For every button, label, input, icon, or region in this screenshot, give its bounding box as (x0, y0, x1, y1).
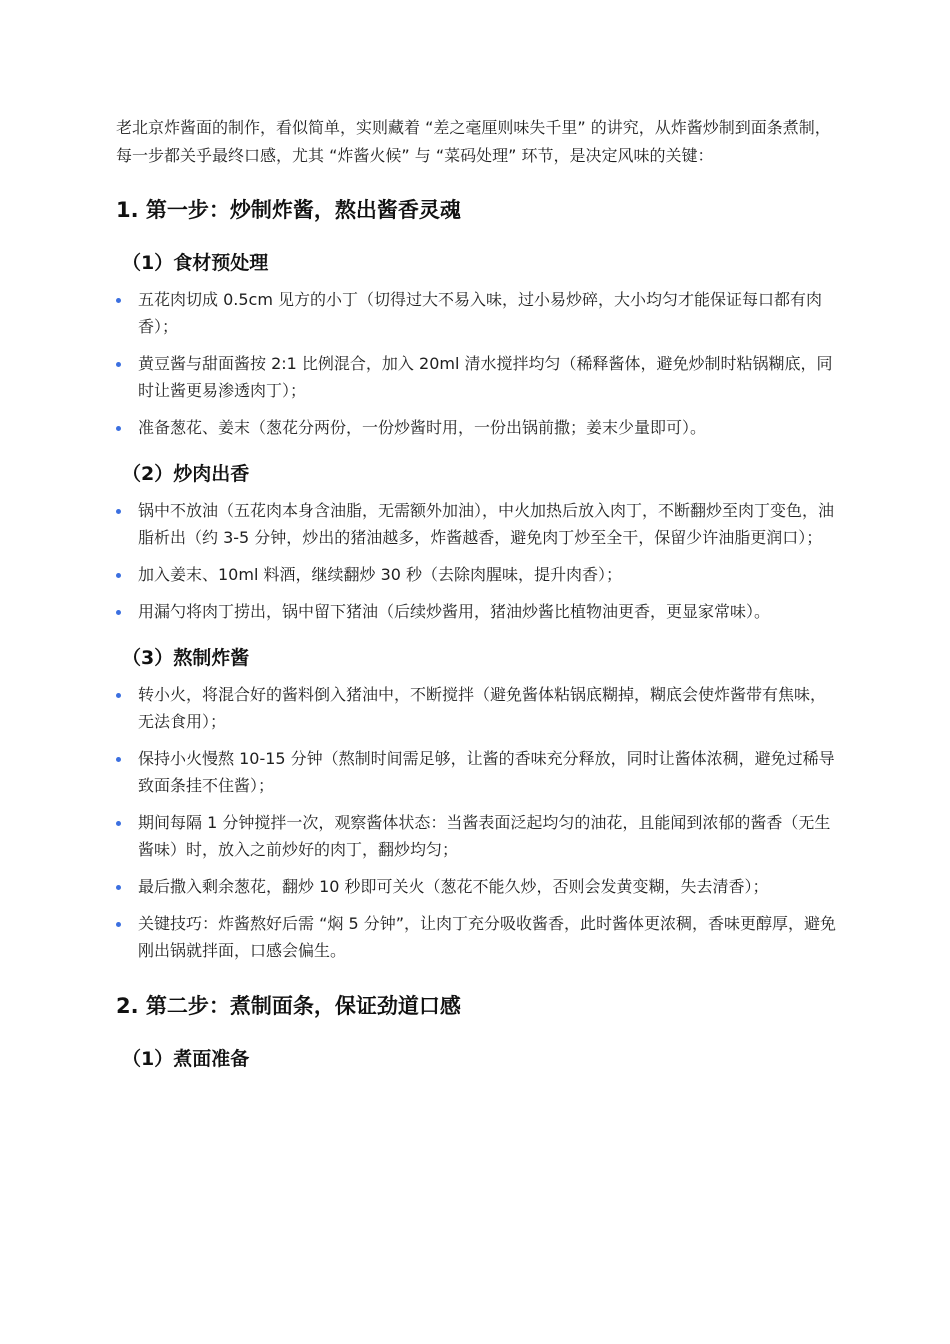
bullet-dot-icon (116, 757, 121, 762)
list-item: 最后撒入剩余葱花，翻炒 10 秒即可关火（葱花不能久炒，否则会发黄变糊，失去清香）； (116, 873, 838, 900)
list-item: 锅中不放油（五花肉本身含油脂，无需额外加油），中火加热后放入肉丁，不断翻炒至肉丁变色，油脂析出（约 3-5 分钟，炒出的猪油越多，炸酱越香，避免肉丁炒至全干，保留少许油脂更润口）； (116, 497, 838, 551)
step1-sub2-list (116, 497, 838, 625)
bullet-dot-icon (116, 362, 121, 367)
bullet-dot-icon (116, 922, 121, 927)
bullet-dot-icon (116, 693, 121, 698)
step1-sub1-heading: （1）食材预处理 (122, 252, 269, 274)
list-item: 准备葱花、姜末（葱花分两份，一份炒酱时用，一份出锅前撒；姜末少量即可）。 (116, 414, 838, 441)
list-item: 加入姜末、10ml 料酒，继续翻炒 30 秒（去除肉腥味，提升肉香）； (116, 561, 838, 588)
intro-paragraph: 老北京炸酱面的制作，看似简单，实则藏着 “差之毫厘则味失千里” 的讲究，从炸酱炒制到面条煮制，每一步都关乎最终口感，尤其 “炸酱火候” 与 “菜码处理” 环节，是决定风味的关键： (116, 118, 831, 165)
list-item: 保持小火慢熬 10-15 分钟（熬制时间需足够，让酱的香味充分释放，同时让酱体浓稠，避免过稀导致面条挂不住酱）； (116, 745, 838, 799)
step1-sub1-list (116, 286, 838, 441)
step2-heading: 2. 第二步：煮制面条，保证劲道口感 (116, 994, 461, 1018)
list-item: 黄豆酱与甜面酱按 2:1 比例混合，加入 20ml 清水搅拌均匀（稀释酱体，避免炒制时粘锅糊底，同时让酱更易渗透肉丁）； (116, 350, 838, 404)
bullet-dot-icon (116, 426, 121, 431)
bullet-dot-icon (116, 885, 121, 890)
bullet-dot-icon (116, 821, 121, 826)
bullet-dot-icon (116, 610, 121, 615)
step2-sub1-heading: （1）煮面准备 (122, 1048, 250, 1070)
step1-sub3-heading: （3）熬制炸酱 (122, 647, 250, 669)
document-page (116, 114, 838, 1082)
step1-sub3-list (116, 681, 838, 964)
list-item: 关键技巧：炸酱熬好后需 “焖 5 分钟”，让肉丁充分吸收酱香，此时酱体更浓稠，香味更醇厚，避免刚出锅就拌面，口感会偏生。 (116, 910, 838, 964)
list-item: 用漏勺将肉丁捞出，锅中留下猪油（后续炒酱用，猪油炒酱比植物油更香，更显家常味）。 (116, 598, 838, 625)
list-item: 五花肉切成 0.5cm 见方的小丁（切得过大不易入味，过小易炒碎，大小均匀才能保证每口都有肉香）； (116, 286, 838, 340)
bullet-dot-icon (116, 298, 121, 303)
bullet-dot-icon (116, 509, 121, 514)
step1-heading: 1. 第一步：炒制炸酱，熬出酱香灵魂 (116, 198, 461, 222)
bullet-dot-icon (116, 573, 121, 578)
list-item: 转小火，将混合好的酱料倒入猪油中，不断搅拌（避免酱体粘锅底糊掉，糊底会使炸酱带有焦味，无法食用）； (116, 681, 838, 735)
step1-sub2-heading: （2）炒肉出香 (122, 463, 250, 485)
list-item: 期间每隔 1 分钟搅拌一次，观察酱体状态：当酱表面泛起均匀的油花，且能闻到浓郁的酱香（无生酱味）时，放入之前炒好的肉丁，翻炒均匀； (116, 809, 838, 863)
